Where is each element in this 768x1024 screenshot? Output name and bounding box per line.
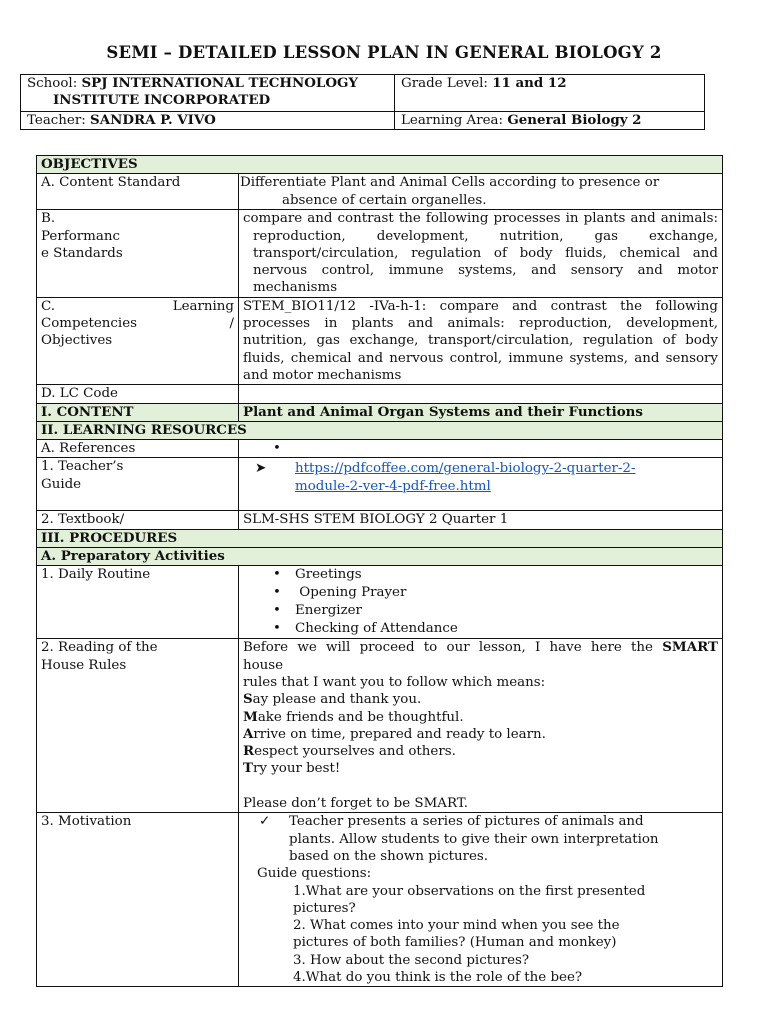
house-rules-value: Before we will proceed to our lesson, I have here the SMART house rules that I want you to follow which means: Say please and thank you. Make friends and be thoughtful. Arrive on time, prepared and ready to learn. Respect yourselves and others. Try your best! Please don’t forget to be SMART. [239,639,723,813]
teachers-guide-value [239,458,723,511]
house-rules-closing: Please don’t forget to be SMART. [243,796,469,812]
teacher-value: SANDRA P. VIVO [90,112,216,128]
smart-word: SMART [662,639,718,656]
arrow-bullet-icon: ➤ [255,461,267,477]
lesson-plan-table [36,155,723,987]
textbook-label: 2. Textbook/ [37,511,239,529]
rule-item: Make friends and be thoughtful. [243,708,464,725]
procedures-heading: III. PROCEDURES [37,529,723,547]
school-value: SPJ INTERNATIONAL TECHNOLOGY [81,75,358,91]
performance-standards-label: B. Performanc e Standards [37,210,239,297]
rule-item: Try your best! [243,760,341,777]
list-item: • Opening Prayer [243,584,718,602]
references-label: A. References [37,440,239,458]
grade-cell [395,75,705,112]
textbook-value: SLM-SHS STEM BIOLOGY 2 Quarter 1 [239,511,723,529]
resource-link-cont[interactable]: module-2-ver-4-pdf-free.html [295,478,491,494]
learning-area-value: General Biology 2 [507,112,642,128]
house-rules-label: 2. Reading of the House Rules [37,639,239,813]
rule-item: Arrive on time, prepared and ready to learn. [243,725,546,742]
school-label: School: [27,76,78,91]
references-bullet [243,440,718,457]
performance-standards-value: compare and contrast the following processes in plants and animals: reproduction, development, nutrition, gas exchange, transport/circulation, regulation of body fluids, chemical and nervous control, immune systems, and sensory and motor mechanisms [239,210,723,297]
content-label: I. CONTENT [37,403,239,421]
lc-code-value [239,385,723,403]
school-cell [21,75,395,112]
preparatory-activities-heading: A. Preparatory Activities [37,548,723,566]
question-item: 2. What comes into your mind when you see the [293,918,620,934]
question-item: pictures? [293,900,356,916]
grade-value: 11 and 12 [492,75,567,91]
list-item: • Energizer [243,602,718,620]
learning-competencies-label: C. Learning Competencies / Objectives [37,297,239,384]
question-item: 4.What do you think is the role of the bee? [293,969,583,985]
rule-item: Say please and thank you. [243,691,422,708]
learning-area-label: Learning Area: [401,113,504,128]
content-standard-label: A. Content Standard [37,174,239,210]
question-item: 3. How about the second pictures? [293,952,530,968]
daily-routine-label: 1. Daily Routine [37,566,239,639]
learning-area-cell [395,112,705,130]
school-value-cont: INSTITUTE INCORPORATED [53,92,271,109]
checkmark-icon: ✓ [259,814,271,830]
guide-questions-label: Guide questions: [257,866,372,882]
teachers-guide-label: 1. Teacher’s Guide [37,458,239,511]
list-item: • Greetings [243,566,718,584]
objectives-heading: OBJECTIVES [37,156,723,174]
list-item: • Checking of Attendance [243,620,718,638]
content-standard-value: Differentiate Plant and Animal Cells according to presence or absence of certain organelles. [239,174,723,210]
teacher-cell [21,112,395,130]
header-info-table [20,74,705,130]
daily-routine-value [239,566,723,639]
teacher-label: Teacher: [27,113,86,128]
learning-competencies-value: STEM_BIO11/12 -IVa-h-1: compare and contrast the following processes in plants and animals: reproduction, development, nutrition, gas exchange, transport/circulation, regulation of body fluids, chemical and nervous control, immune systems, and sensory and motor mechanisms [239,297,723,384]
motivation-label: 3. Motivation [37,813,239,987]
learning-resources-heading: II. LEARNING RESOURCES [37,421,723,439]
lc-code-label: D. LC Code [37,385,239,403]
grade-label: Grade Level: [401,76,488,91]
motivation-value: ✓ Teacher presents a series of pictures of animals and plants. Allow students to give their own interpretation based on the shown pictures. Guide questions: 1.What are your observations on the first presented pictures? 2. What comes into your mind when you see the pictures of both families? (Human and monkey) 3. How about the second pictures? 4.What do you think is the role of the bee? [239,813,723,987]
rule-item: Respect yourselves and others. [243,743,456,760]
references-value [239,440,723,458]
question-item: pictures of both families? (Human and monkey) [293,935,617,951]
content-value: Plant and Animal Organ Systems and their Functions [239,403,723,421]
resource-link[interactable]: https://pdfcoffee.com/general-biology-2-quarter-2- [295,461,636,477]
question-item: 1.What are your observations on the first presented [293,883,646,899]
page-title: SEMI – DETAILED LESSON PLAN IN GENERAL BIOLOGY 2 [106,43,662,62]
